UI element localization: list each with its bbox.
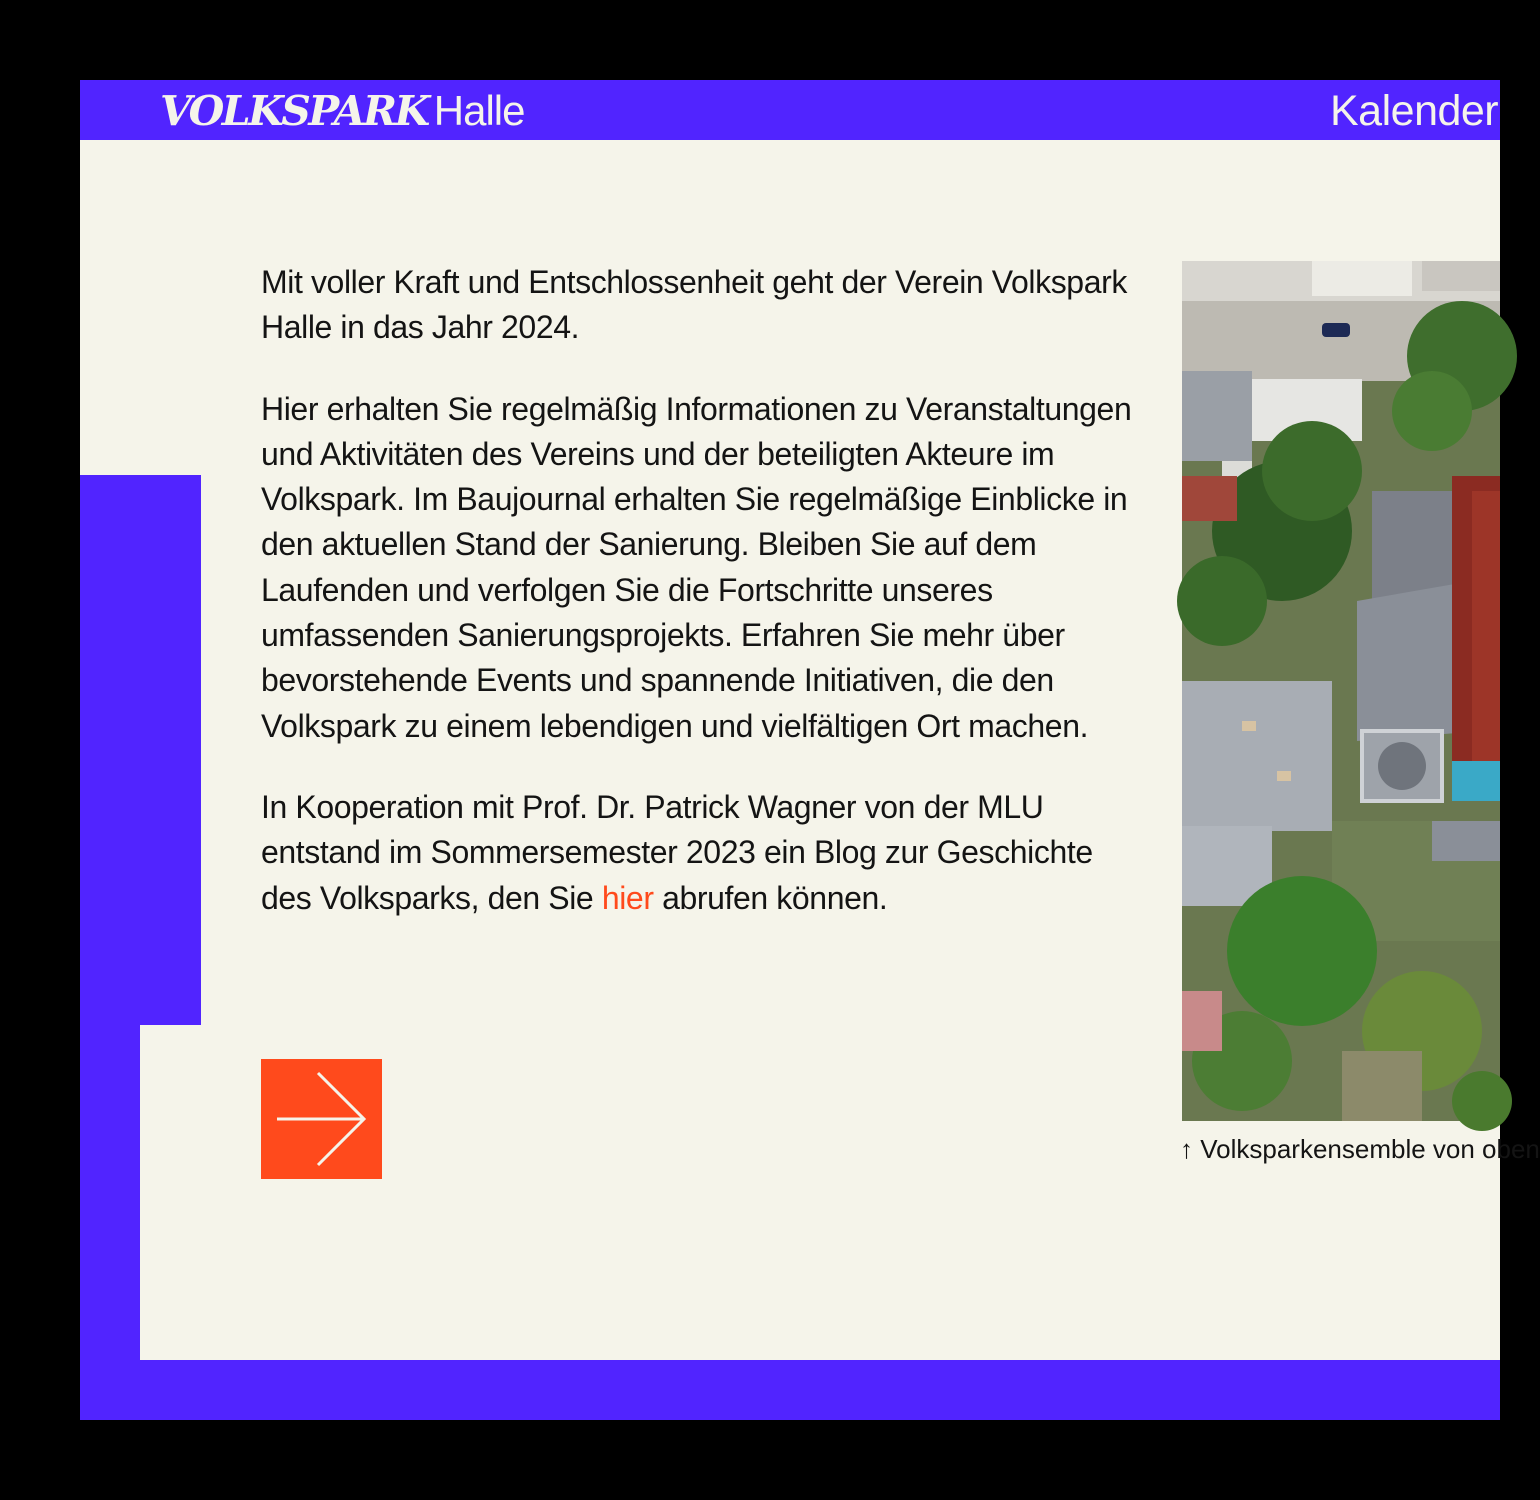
aerial-photo-image — [1182, 261, 1500, 1121]
logo-suffix: Halle — [433, 87, 525, 134]
intro-paragraph-1: Mit voller Kraft und Entschlossenheit geht der Verein Volkspark Halle in das Jahr 2024. — [261, 264, 1127, 346]
site-frame — [80, 80, 1540, 1420]
intro-paragraph-2: Hier erhalten Sie regelmäßig Informationen zu Veranstaltungen und Aktivitäten des Vereins und der beteiligten Akteure im Volkspark. Im Baujournal erhalten Sie regelmäßige Einblicke in den aktuellen Stand der Sanierung. Bleiben Sie auf dem Laufenden und verfolgen Sie die Fortschritte unseres umfassenden Sanierungsprojekts. Erfahren Sie mehr über bevorstehende Events und spannende Initiativen, die den Volkspark zu einem lebendigen und vielfältigen Ort machen. — [261, 390, 1132, 744]
next-arrow-button[interactable] — [261, 1059, 382, 1179]
arrow-right-icon — [261, 1059, 382, 1179]
intro-paragraph-3 — [261, 785, 1141, 921]
photo-caption: ↑ Volksparkensemble von oben — [1180, 1134, 1540, 1164]
aerial-photo — [1182, 261, 1500, 1121]
header-bar — [80, 80, 1500, 140]
intro-text — [261, 260, 1141, 957]
nav-link-calendar[interactable]: Kalender — [1330, 87, 1499, 135]
blog-link-hier[interactable]: hier — [601, 879, 654, 916]
paragraph-3-text-end: abrufen können. — [653, 879, 888, 916]
logo-home-link[interactable] — [160, 84, 524, 138]
side-accent-block — [140, 475, 201, 1025]
paragraph-3-text-start: In Kooperation mit Prof. Dr. Patrick Wagner von der MLU entstand im Sommersemester 2023 ein Blog zur Geschichte des Volksparks, den Sie — [261, 788, 1093, 916]
logo-wordmark: VOLKSPARK — [160, 86, 428, 135]
